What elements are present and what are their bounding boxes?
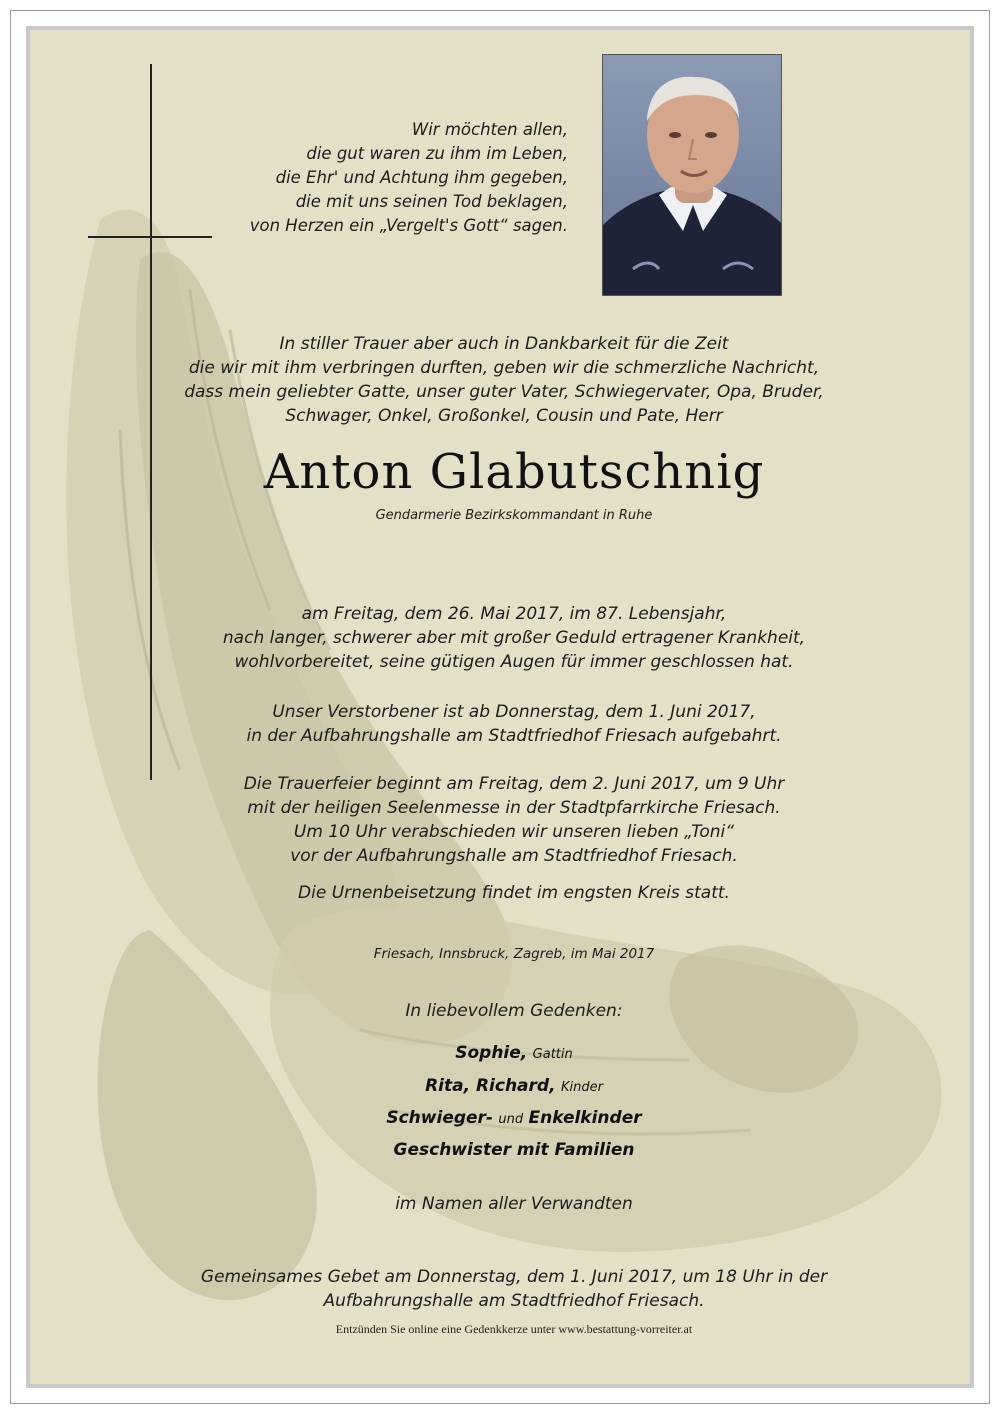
mourner-name: Rita, Richard, [425,1076,556,1096]
mourner-conjunction: und [498,1112,524,1127]
deceased-name: Anton Glabutschnig [263,444,765,500]
mourner-role: Kinder [560,1080,603,1095]
prayer-line: Gemeinsames Gebet am Donnerstag, dem 1. Juni 2017, um 18 Uhr in der [200,1267,828,1287]
verse-line: die mit uns seinen Tod beklagen, [295,192,568,211]
verse-line: Wir möchten allen, [411,120,568,139]
intro-line: die wir mit ihm verbringen durften, geben wir die schmerzliche Nachricht, [188,358,820,378]
mourner-inlaws-grandchildren [0,1108,1000,1128]
notice-line: nach langer, schwerer aber mit großer Geduld ertragener Krankheit, [222,628,806,648]
notice-line: Unser Verstorbener ist ab Donnerstag, dem 1. Juni 2017, [272,702,756,722]
mourner-name: Sophie, [455,1043,528,1063]
intro-line: In stiller Trauer aber auch in Dankbarkeit für die Zeit [279,334,729,354]
place-and-date: Friesach, Innsbruck, Zagreb, im Mai 2017 [373,946,655,962]
remembrance-heading: In liebevollem Gedenken: [405,1001,623,1021]
portrait-illustration [603,55,781,295]
intro-line: Schwager, Onkel, Großonkel, Cousin und Pate, Herr [285,406,723,426]
mourner-siblings [0,1140,1000,1160]
mourner-role: Gattin [532,1047,573,1062]
notice-line: Um 10 Uhr verabschieden wir unseren lieben „Toni“ [293,822,735,842]
memorial-verse [148,118,568,238]
intro-paragraph [30,332,974,428]
verse-line: die gut waren zu ihm im Leben, [306,144,568,163]
notice-line: wohlvorbereitet, seine gütigen Augen für immer geschlossen hat. [234,652,794,672]
funeral-notice [0,772,1000,868]
portrait-photo [602,54,782,296]
verse-line: die Ehr' und Achtung ihm gegeben, [275,168,568,187]
laying-out-notice [0,700,1000,748]
notice-line: vor der Aufbahrungshalle am Stadtfriedhof Friesach. [290,846,738,866]
notice-line: in der Aufbahrungshalle am Stadtfriedhof Friesach aufgebahrt. [246,726,782,746]
mourner-children [0,1076,1000,1096]
intro-line: dass mein geliebter Gatte, unser guter Vater, Schwiegervater, Opa, Bruder, [184,382,824,402]
deceased-title: Gendarmerie Bezirkskommandant in Ruhe [375,508,653,523]
prayer-line: Aufbahrungshalle am Stadtfriedhof Friesach. [323,1291,705,1311]
mourner-spouse [0,1043,1000,1063]
prayer-notice [0,1265,1000,1313]
on-behalf-line: im Namen aller Verwandten [395,1194,633,1214]
notice-line: mit der heiligen Seelenmesse in der Stadtpfarrkirche Friesach. [247,798,781,818]
death-notice [0,602,1000,674]
verse-line: von Herzen ein „Vergelt's Gott“ sagen. [249,216,568,235]
notice-line: Die Trauerfeier beginnt am Freitag, dem 2. Juni 2017, um 9 Uhr [243,774,785,794]
footer-online-candle: Entzünden Sie online eine Gedenkkerze unter www.bestattung-vorreiter.at [335,1322,693,1336]
mourner-name: Enkelkinder [528,1108,642,1128]
notice-line: am Freitag, dem 26. Mai 2017, im 87. Lebensjahr, [301,604,727,624]
mourner-name: Schwieger- [386,1108,493,1128]
urn-notice: Die Urnenbeisetzung findet im engsten Kreis statt. [298,883,730,903]
mourner-name: Geschwister mit Familien [393,1140,635,1160]
